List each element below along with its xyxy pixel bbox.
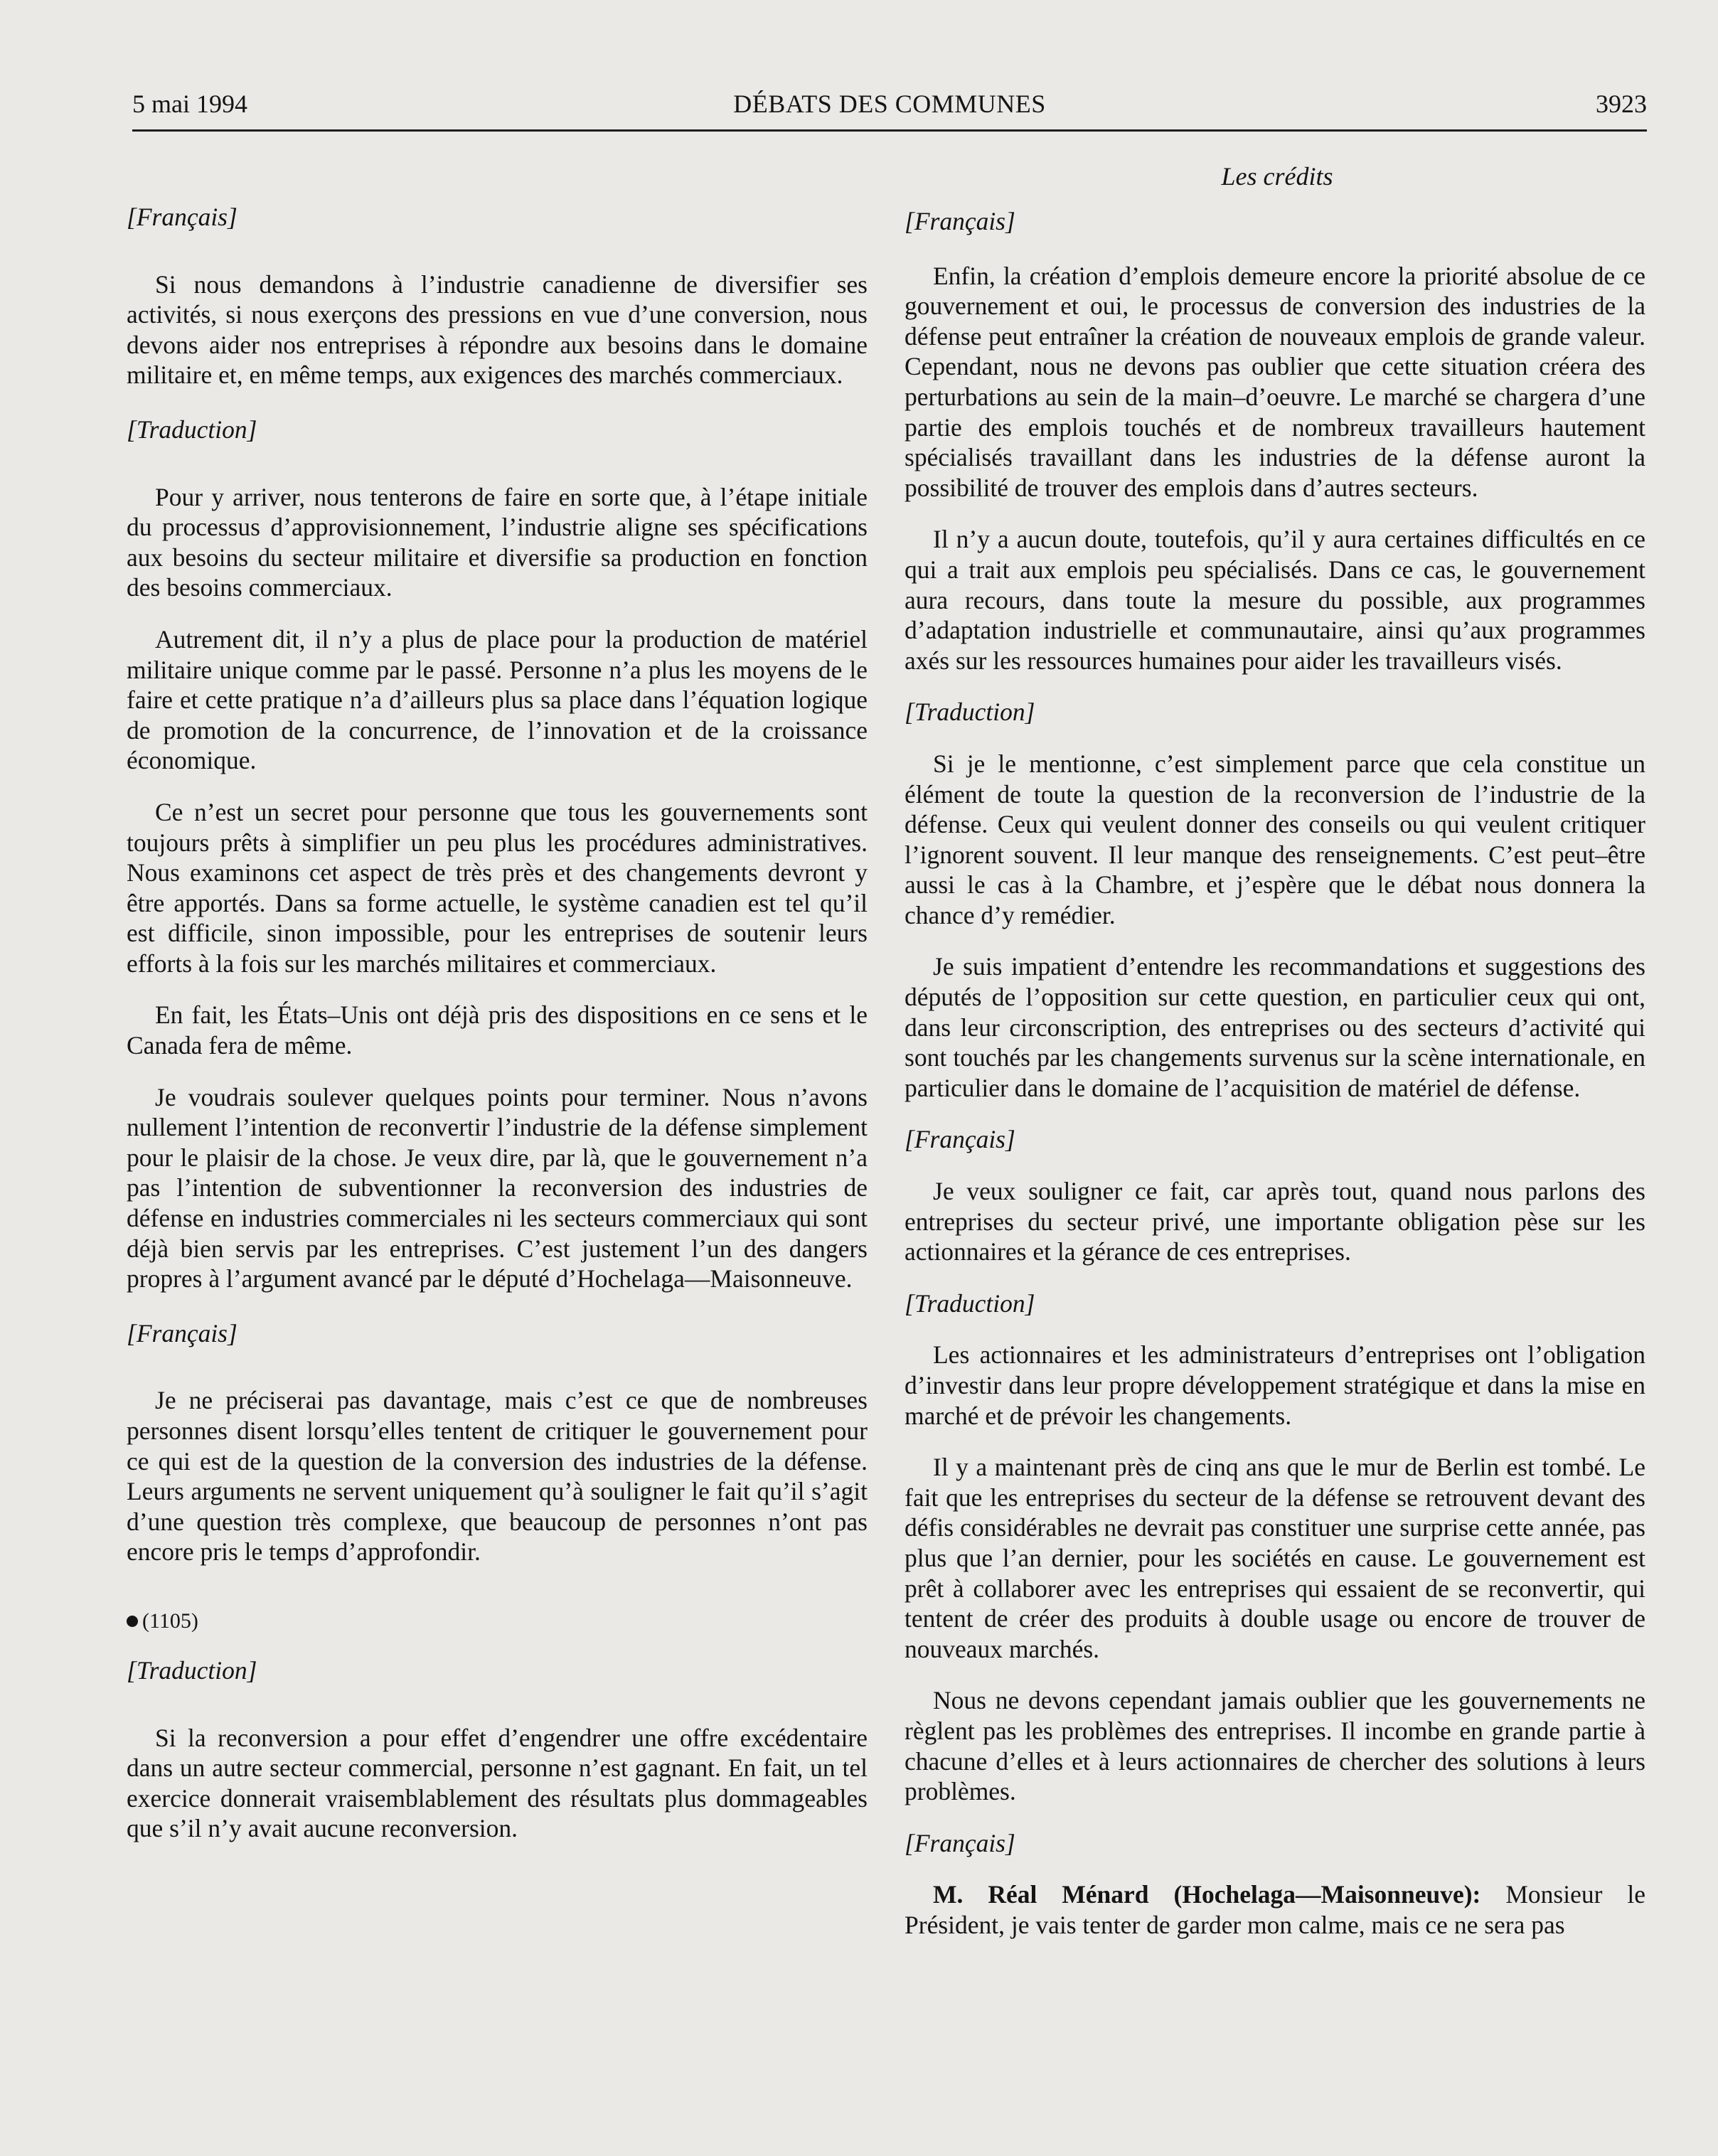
paragraph: Si je le mentionne, c’est simplement parce que cela constitue un élément de toute la question de la reconversion de l’industrie de la défense. Ceux qui veulent donner des conseils ou qui veulent critiquer l’ignorent souvent. Il leur manque des renseignements. C’est peut–être aussi le cas à la Chambre, et j’espère que le débat nous donnera la chance d’y remédier. <box>905 749 1645 929</box>
speaker-name: M. Réal Ménard (Hochelaga—Maisonneuve): <box>933 1880 1481 1909</box>
language-tag: [Traduction] <box>905 1288 1035 1318</box>
paragraph: Si la reconversion a pour effet d’engendrer une offre excédentaire dans un autre secteur commercial, personne n’est gagnant. En fait, un tel exercice donnerait vraisemblablement des résultats plus dommageables que s’il n’y avait aucune reconversion. <box>127 1723 868 1843</box>
paragraph: Pour y arriver, nous tenterons de faire en sorte que, à l’étape initiale du processus d’approvisionnement, l’industrie aligne ses spécifications aux besoins du secteur militaire et diversifie sa production en fonction des besoins commerciaux. <box>127 482 868 602</box>
language-tag: [Traduction] <box>127 1655 257 1685</box>
paragraph: Il n’y a aucun doute, toutefois, qu’il y aura certaines difficultés en ce qui a trait aux emplois peu spécialisés. Dans ce cas, le gouvernement aura recours, dans toute la mesure du possible, aux programmes d’adaptation industrielle et communautaire, ainsi qu’aux programmes axés sur les ressources humaines pour aider les travailleurs visés. <box>905 525 1645 675</box>
page-header <box>132 84 1647 132</box>
language-tag: [Traduction] <box>905 698 1035 727</box>
paragraph: Je voudrais soulever quelques points pour terminer. Nous n’avons nullement l’intention de reconvertir l’industrie de la défense simplement pour le plaisir de la chose. Je veux dire, par là, que le gouvernement n’a pas l’intention de subventionner la reconversion des industries de défense en industries commerciales ni les secteurs commerciaux qui sont déjà bien servis par les entreprises. C’est justement l’un des dangers propres à l’argument avancé par le député d’Hochelaga—Maisonneuve. <box>127 1082 868 1293</box>
time-marker-text: (1105) <box>142 1608 198 1633</box>
paragraph: Nous ne devons cependant jamais oublier que les gouvernements ne règlent pas les problèmes des entreprises. Il incombe en grande partie à chacune d’elles et à leurs actionnaires de chercher des solutions à leurs problèmes. <box>905 1686 1645 1806</box>
language-tag: [Français] <box>127 1318 238 1348</box>
paragraph: Je veux souligner ce fait, car après tout, quand nous parlons des entreprises du secteur privé, une importante obligation pèse sur les actionnaires et la gérance de ces entreprises. <box>905 1177 1645 1266</box>
paragraph: Je ne préciserai pas davantage, mais c’est ce que de nombreuses personnes disent lorsqu’elles tentent de critiquer le gouvernement pour ce qui est de la question de la conversion des industries de la défense. Leurs arguments ne servent uniquement qu’à souligner le fait qu’il s’agit d’une question très complexe, que beaucoup de personnes n’ont pas encore pris le temps d’approfondir. <box>127 1386 868 1567</box>
language-tag: [Français] <box>905 1125 1015 1154</box>
paragraph: Les actionnaires et les administrateurs d’entreprises ont l’obligation d’investir dans leur propre développement stratégique et dans la mise en marché et de prévoir les changements. <box>905 1340 1645 1430</box>
paragraph: En fait, les États–Unis ont déjà pris des dispositions en ce sens et le Canada fera de même. <box>127 1000 868 1060</box>
header-date: 5 mai 1994 <box>132 90 247 118</box>
right-column <box>905 206 1645 1941</box>
language-tag: [Traduction] <box>127 415 257 444</box>
page-number: 3923 <box>1596 90 1647 118</box>
left-column <box>127 202 868 1844</box>
section-title: Les crédits <box>1221 162 1333 191</box>
language-tag: [Français] <box>905 1828 1015 1857</box>
paragraph <box>905 1879 1645 1940</box>
paragraph: Ce n’est un secret pour personne que tous les gouvernements sont toujours prêts à simplifier un peu plus les procédures administratives. Nous examinons cet aspect de très près et des changements devront y être apportés. Dans sa forme actuelle, le système canadien est tel qu’il est difficile, sinon impossible, pour les entreprises de soutenir leurs efforts à la fois sur les marchés militaires et commerciaux. <box>127 797 868 978</box>
bullet-icon <box>127 1616 138 1627</box>
paragraph: Il y a maintenant près de cinq ans que le mur de Berlin est tombé. Le fait que les entreprises du secteur de la défense se retrouvent devant des défis considérables ne devrait pas constituer une surprise cette année, pas plus que l’an dernier, pour les sociétés en cause. Le gouvernement est prêt à collaborer avec les entreprises qui essaient de se reconvertir, qui tentent de créer des produits à double usage ou encore de trouver de nouveaux marchés. <box>905 1453 1645 1663</box>
paragraph: Enfin, la création d’emplois demeure encore la priorité absolue de ce gouvernement et oui, le processus de conversion des industries de la défense peut entraîner la création de nouveaux emplois de grande valeur. Cependant, nous ne devons pas oublier que cette situation créera des perturbations au sein de la main–d’oeuvre. Le marché se chargera d’une partie des emplois touchés et de nombreux travailleurs hautement spécialisés travaillant dans les industries de la défense auront la possibilité de trouver des emplois dans d’autres secteurs. <box>905 261 1645 502</box>
time-marker <box>127 1607 868 1635</box>
paragraph: Autrement dit, il n’y a plus de place pour la production de matériel militaire unique comme par le passé. Personne n’a plus les moyens de le faire et cette pratique n’a d’ailleurs plus sa place dans l’équation logique de promotion de la concurrence, de l’innovation et de la croissance économique. <box>127 624 868 775</box>
paragraph: Si nous demandons à l’industrie canadienne de diversifier ses activités, si nous exerçons des pressions en vue d’une conversion, nous devons aider nos entreprises à répondre aux besoins dans le domaine militaire et, en même temps, aux exigences des marchés commerciaux. <box>127 270 868 390</box>
language-tag: [Français] <box>905 207 1015 235</box>
language-tag: [Français] <box>127 203 238 231</box>
paragraph: Je suis impatient d’entendre les recommandations et suggestions des députés de l’opposition sur cette question, en particulier ceux qui ont, dans leur circonscription, des entreprises ou des secteurs d’activité qui sont touchés par les changements survenus sur la scène internationale, en particulier dans le domaine de l’acquisition de matériel de défense. <box>905 952 1645 1102</box>
header-title: DÉBATS DES COMMUNES <box>733 90 1046 118</box>
speaker-text: Monsieur le Président, je vais tenter de garder mon calme, mais ce ne sera pas <box>905 1880 1645 1939</box>
